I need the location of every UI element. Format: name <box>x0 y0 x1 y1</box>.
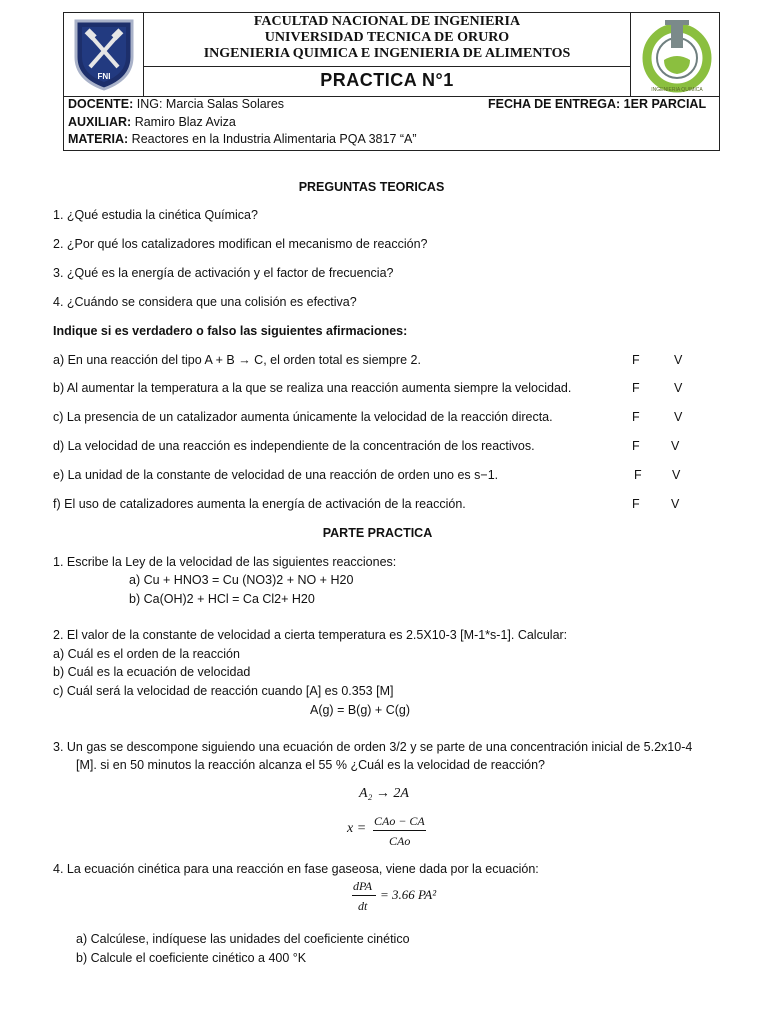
materia-row <box>68 132 417 146</box>
vf-true-a: V <box>674 353 683 367</box>
vf-false-b: F <box>632 381 640 395</box>
header-line-1: FACULTAD NACIONAL DE INGENIERIA <box>253 14 521 29</box>
fraction-bar <box>352 895 376 896</box>
teoricas-heading: PREGUNTAS TEORICAS <box>298 180 445 194</box>
problem-3-equation-2-lhs: x = <box>347 821 367 836</box>
docente-value: ING: Marcia Salas Solares <box>136 97 285 111</box>
vf-false-a: F <box>632 353 640 367</box>
vf-true-e: V <box>672 468 681 482</box>
fecha-value: 1ER PARCIAL <box>623 97 707 111</box>
question-4: 4. ¿Cuándo se considera que una colisión es efectiva? <box>53 295 357 309</box>
problem-3-line-2: [M]. si en 50 minutos la reacción alcanza el 55 % ¿Cuál es la velocidad de reacción? <box>76 758 546 772</box>
vf-statement-f: f) El uso de catalizadores aumenta la energía de activación de la reacción. <box>53 497 466 511</box>
vf-true-f: V <box>671 497 680 511</box>
materia-label: MATERIA: <box>68 132 129 146</box>
vf-false-c: F <box>632 410 640 424</box>
logo-left-text: FNI <box>97 72 111 81</box>
vf-false-f: F <box>632 497 640 511</box>
vf-false-d: F <box>632 439 640 453</box>
problem-1a: a) Cu + HNO3 = Cu (NO3)2 + NO + H20 <box>129 573 354 587</box>
auxiliar-label: AUXILIAR: <box>68 115 132 129</box>
vf-heading: Indique si es verdadero o falso las siguientes afirmaciones: <box>53 324 408 338</box>
vf-statement-e: e) La unidad de la constante de velocidad de una reacción de orden uno es s−1. <box>53 468 499 482</box>
problem-2-equation: A(g) = B(g) + C(g) <box>309 703 411 717</box>
page-title: PRACTICA N°1 <box>320 70 454 90</box>
fecha-label: FECHA DE ENTREGA: <box>488 97 621 111</box>
vf-statement-c: c) La presencia de un catalizador aumenta únicamente la velocidad de la reacción directa. <box>53 410 553 424</box>
problem-3-equation-2-denominator: CAo <box>389 834 411 848</box>
problem-1: 1. Escribe la Ley de la velocidad de las siguientes reacciones: <box>53 555 397 569</box>
faculty-logo <box>72 17 136 91</box>
problem-2a: a) Cuál es el orden de la reacción <box>53 647 240 661</box>
docente-label: DOCENTE: <box>68 97 134 111</box>
problem-3-equation-2-numerator: CAo − CA <box>374 814 425 828</box>
docente-row <box>68 97 284 111</box>
vf-true-d: V <box>671 439 680 453</box>
problem-4-rhs: = 3.66 PA² <box>380 887 437 902</box>
problem-1b: b) Ca(OH)2 + HCl = Ca Cl2+ H20 <box>129 592 315 606</box>
problem-2: 2. El valor de la constante de velocidad a cierta temperatura es 2.5X10-3 [M-1*s-1]. Calcular: <box>53 628 568 642</box>
header-line-3: INGENIERIA QUIMICA E INGENIERIA DE ALIMENTOS <box>203 46 571 61</box>
vf-false-e: F <box>634 468 642 482</box>
vf-true-b: V <box>674 381 683 395</box>
problem-4: 4. La ecuación cinética para una reacción en fase gaseosa, viene dada por la ecuación: <box>53 862 539 876</box>
problem-4a: a) Calcúlese, indíquese las unidades del coeficiente cinético <box>76 932 410 946</box>
practica-heading: PARTE PRACTICA <box>322 526 433 540</box>
fecha-row <box>488 97 706 111</box>
question-2: 2. ¿Por qué los catalizadores modifican el mecanismo de reacción? <box>53 237 428 251</box>
materia-value: Reactores en la Industria Alimentaria PQA 3817 “A” <box>131 132 417 146</box>
problem-4b: b) Calcule el coeficiente cinético a 400 °K <box>76 951 307 965</box>
vf-statement-d: d) La velocidad de una reacción es independiente de la concentración de los reactivos. <box>53 439 535 453</box>
auxiliar-row <box>68 115 236 129</box>
problem-2c: c) Cuál será la velocidad de reacción cuando [A] es 0.353 [M] <box>53 684 394 698</box>
auxiliar-value: Ramiro Blaz Aviza <box>134 115 236 129</box>
question-3: 3. ¿Qué es la energía de activación y el factor de frecuencia? <box>53 266 394 280</box>
problem-4-numerator: dPA <box>353 879 373 893</box>
problem-3-line-1: 3. Un gas se descompone siguiendo una ecuación de orden 3/2 y se parte de una concentración inicial de 5.2x10-4 <box>53 740 693 754</box>
problem-4-denominator: dt <box>358 899 368 913</box>
vf-statement-a: a) En una reacción del tipo A + B → C, el orden total es siempre 2. <box>53 353 421 367</box>
fraction-bar <box>373 830 426 831</box>
header-box <box>63 12 720 151</box>
question-1: 1. ¿Qué estudia la cinética Química? <box>53 208 258 222</box>
vf-statement-b: b) Al aumentar la temperatura a la que se realiza una reacción aumenta siempre la velocidad. <box>53 381 572 395</box>
logo-right-text: INGENIERIA QUIMICA <box>651 87 703 93</box>
header-line-2: UNIVERSIDAD TECNICA DE ORURO <box>264 30 510 45</box>
problem-3-equation-1: A₂ → 2A <box>359 786 409 801</box>
vf-true-c: V <box>674 410 683 424</box>
problem-2b: b) Cuál es la ecuación de velocidad <box>53 665 251 679</box>
chemistry-logo <box>638 16 716 94</box>
